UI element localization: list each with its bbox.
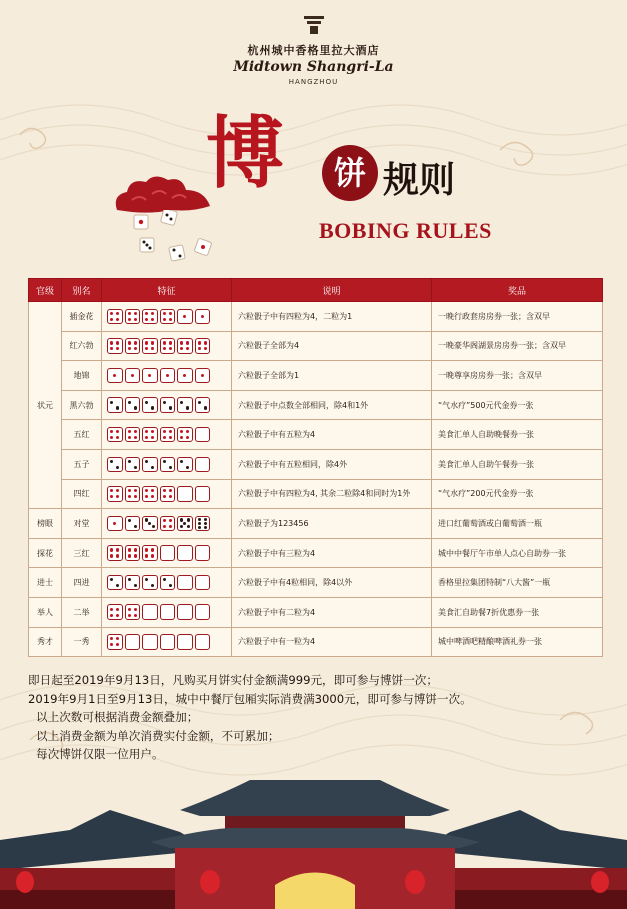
dice-cluster-icon (132, 210, 222, 270)
die-face-2 (107, 397, 123, 413)
palace-illustration (0, 770, 627, 909)
die-face-1 (125, 368, 141, 384)
die-face-4 (107, 634, 123, 650)
alias-cell: 四进 (62, 568, 102, 598)
die-face-2 (125, 457, 141, 473)
note-line: 以上消费金额为单次消费实付金额，不可累加； (36, 728, 280, 743)
dice-cell (102, 538, 232, 568)
die-face-4 (160, 338, 176, 354)
rank-cell: 探花 (29, 538, 62, 568)
alias-cell: 五红 (62, 420, 102, 450)
die-face-4 (125, 486, 141, 502)
die-blank (125, 634, 141, 650)
note-line: 每次博饼仅限一位用户。 (36, 747, 164, 762)
die-blank (177, 486, 193, 502)
alias-cell: 对堂 (62, 509, 102, 539)
dice-cell (102, 361, 232, 391)
die-blank (160, 545, 176, 561)
table-row (29, 449, 603, 479)
note-line: 以上次数可根据消费金额叠加； (36, 710, 199, 725)
rules-notes (28, 671, 608, 764)
table-row (29, 479, 603, 509)
die-face-4 (142, 338, 158, 354)
die-face-2 (177, 457, 193, 473)
die-blank (142, 634, 158, 650)
die-face-4 (142, 309, 158, 325)
die-face-4 (125, 545, 141, 561)
die-face-4 (142, 427, 158, 443)
note-line: 2019年9月1日至9月13日，城中中餐厅包厢实际消费满3000元，即可参与博饼一次。 (28, 691, 472, 706)
die-blank (195, 457, 211, 473)
table-header-row (29, 279, 603, 302)
die-blank (195, 604, 211, 620)
die-face-1 (107, 516, 123, 532)
prize-cell: 一晚豪华阁湖景房房券一张；含双早 (432, 331, 603, 361)
dice-cell (102, 509, 232, 539)
die-face-2 (142, 457, 158, 473)
die-blank (195, 427, 211, 443)
alias-cell: 红六勃 (62, 331, 102, 361)
header-rank: 官级 (29, 279, 62, 302)
table-row (29, 390, 603, 420)
die-face-4 (177, 427, 193, 443)
die-face-1 (160, 368, 176, 384)
die-blank (160, 634, 176, 650)
die-face-5 (177, 516, 193, 532)
title-char-bo: 博 (206, 108, 285, 199)
die-face-2 (160, 397, 176, 413)
alias-cell: 五子 (62, 449, 102, 479)
alias-cell: 地锦 (62, 361, 102, 391)
die-blank (177, 634, 193, 650)
rules-table (28, 278, 603, 657)
hotel-city: HANGZHOU (288, 78, 339, 86)
note-line: 即日起至2019年9月13日，凡购买月饼实付金额满999元，即可参与博饼一次； (28, 673, 438, 687)
die-face-4 (142, 486, 158, 502)
description-cell: 六粒骰子全部为1 (232, 361, 432, 391)
die-face-4 (107, 545, 123, 561)
description-cell: 六粒骰子中有4粒相同，除4以外 (232, 568, 432, 598)
table-row (29, 420, 603, 450)
title-char-bing: 饼 (322, 145, 378, 201)
description-cell: 六粒骰子中有一粒为4 (232, 627, 432, 657)
die-face-2 (107, 575, 123, 591)
dice-cell (102, 449, 232, 479)
die-blank (195, 634, 211, 650)
prize-cell: “气水疗”200元代金券一张 (432, 479, 603, 509)
die-face-2 (160, 575, 176, 591)
header-feature: 特征 (102, 279, 232, 302)
dice-cell (102, 420, 232, 450)
die-face-4 (107, 338, 123, 354)
title-char-guize: 规则 (383, 159, 456, 201)
hotel-name-cn: 杭州城中香格里拉大酒店 (247, 44, 380, 57)
die-face-3 (142, 516, 158, 532)
table-row (29, 509, 603, 539)
die-face-4 (160, 486, 176, 502)
die-blank (160, 604, 176, 620)
dice-cell (102, 331, 232, 361)
die-face-1 (195, 309, 211, 325)
hotel-logo (0, 14, 627, 86)
rank-cell: 榜眼 (29, 509, 62, 539)
die-blank (142, 604, 158, 620)
die-face-2 (195, 397, 211, 413)
alias-cell: 二举 (62, 597, 102, 627)
description-cell: 六粒骰子中有三粒为4 (232, 538, 432, 568)
description-cell: 六粒骰子中有二粒为4 (232, 597, 432, 627)
die-face-4 (142, 545, 158, 561)
alias-cell: 三红 (62, 538, 102, 568)
dice-cell (102, 568, 232, 598)
rank-cell: 举人 (29, 597, 62, 627)
die-face-2 (125, 575, 141, 591)
die-blank (195, 486, 211, 502)
dice-cell (102, 302, 232, 332)
die-face-4 (125, 309, 141, 325)
alias-cell: 黑六勃 (62, 390, 102, 420)
die-face-4 (107, 427, 123, 443)
die-face-1 (177, 368, 193, 384)
table-row (29, 568, 603, 598)
dice-cell (102, 597, 232, 627)
header-description: 说明 (232, 279, 432, 302)
die-face-2 (177, 397, 193, 413)
title-block (0, 110, 627, 280)
die-face-4 (125, 338, 141, 354)
rank-cell: 进士 (29, 568, 62, 598)
die-face-4 (125, 427, 141, 443)
table-row (29, 597, 603, 627)
die-face-6 (195, 516, 211, 532)
header-prize: 奖品 (432, 279, 603, 302)
die-face-4 (160, 309, 176, 325)
die-face-4 (125, 604, 141, 620)
die-face-4 (160, 427, 176, 443)
table-row (29, 627, 603, 657)
prize-cell: 美食汇自助餐7折优惠券一张 (432, 597, 603, 627)
die-face-4 (107, 309, 123, 325)
die-face-2 (160, 457, 176, 473)
shangri-la-logo-icon (301, 14, 327, 36)
prize-cell: 一晚行政套房房券一张；含双早 (432, 302, 603, 332)
die-face-2 (142, 397, 158, 413)
description-cell: 六粒骰子中有四粒为4, 其余二粒除4和同时为1外 (232, 479, 432, 509)
prize-cell: 城中啤酒吧精酿啤酒礼券一张 (432, 627, 603, 657)
prize-cell: 香格里拉集团特制“八大酱”一瓶 (432, 568, 603, 598)
die-face-2 (142, 575, 158, 591)
die-face-4 (107, 604, 123, 620)
prize-cell: 进口红葡萄酒或白葡萄酒一瓶 (432, 509, 603, 539)
description-cell: 六粒骰子全部为4 (232, 331, 432, 361)
die-blank (177, 604, 193, 620)
alias-cell: 四红 (62, 479, 102, 509)
header-alias: 别名 (62, 279, 102, 302)
die-blank (195, 575, 211, 591)
description-cell: 六粒骰子中有四粒为4，二粒为1 (232, 302, 432, 332)
title-en: BOBING RULES (319, 218, 492, 243)
die-blank (195, 545, 211, 561)
description-cell: 六粒骰子为123456 (232, 509, 432, 539)
description-cell: 六粒骰子中有五粒为4 (232, 420, 432, 450)
die-blank (177, 545, 193, 561)
dice-cell (102, 479, 232, 509)
prize-cell: “气水疗”500元代金券一张 (432, 390, 603, 420)
die-face-4 (107, 486, 123, 502)
prize-cell: 一晚尊享房房券一张；含双早 (432, 361, 603, 391)
table-row (29, 331, 603, 361)
rank-cell: 秀才 (29, 627, 62, 657)
die-face-1 (142, 368, 158, 384)
die-face-2 (107, 457, 123, 473)
rank-cell: 状元 (29, 302, 62, 509)
alias-cell: 一秀 (62, 627, 102, 657)
prize-cell: 城中中餐厅午市单人点心自助券一张 (432, 538, 603, 568)
table-row (29, 538, 603, 568)
die-blank (177, 575, 193, 591)
table-row (29, 361, 603, 391)
prize-cell: 美食汇单人自助午餐券一张 (432, 449, 603, 479)
die-face-4 (195, 338, 211, 354)
dice-cell (102, 627, 232, 657)
dice-cell (102, 390, 232, 420)
description-cell: 六粒骰子中点数全部相同，除4和1外 (232, 390, 432, 420)
die-face-1 (195, 368, 211, 384)
die-face-2 (125, 516, 141, 532)
die-face-1 (177, 309, 193, 325)
prize-cell: 美食汇单人自助晚餐券一张 (432, 420, 603, 450)
die-face-4 (177, 338, 193, 354)
hotel-name-en: Midtown Shangri-La (233, 59, 394, 75)
alias-cell: 插金花 (62, 302, 102, 332)
die-face-4 (160, 516, 176, 532)
table-row (29, 302, 603, 332)
die-face-2 (125, 397, 141, 413)
description-cell: 六粒骰子中有五粒相同，除4外 (232, 449, 432, 479)
die-face-1 (107, 368, 123, 384)
